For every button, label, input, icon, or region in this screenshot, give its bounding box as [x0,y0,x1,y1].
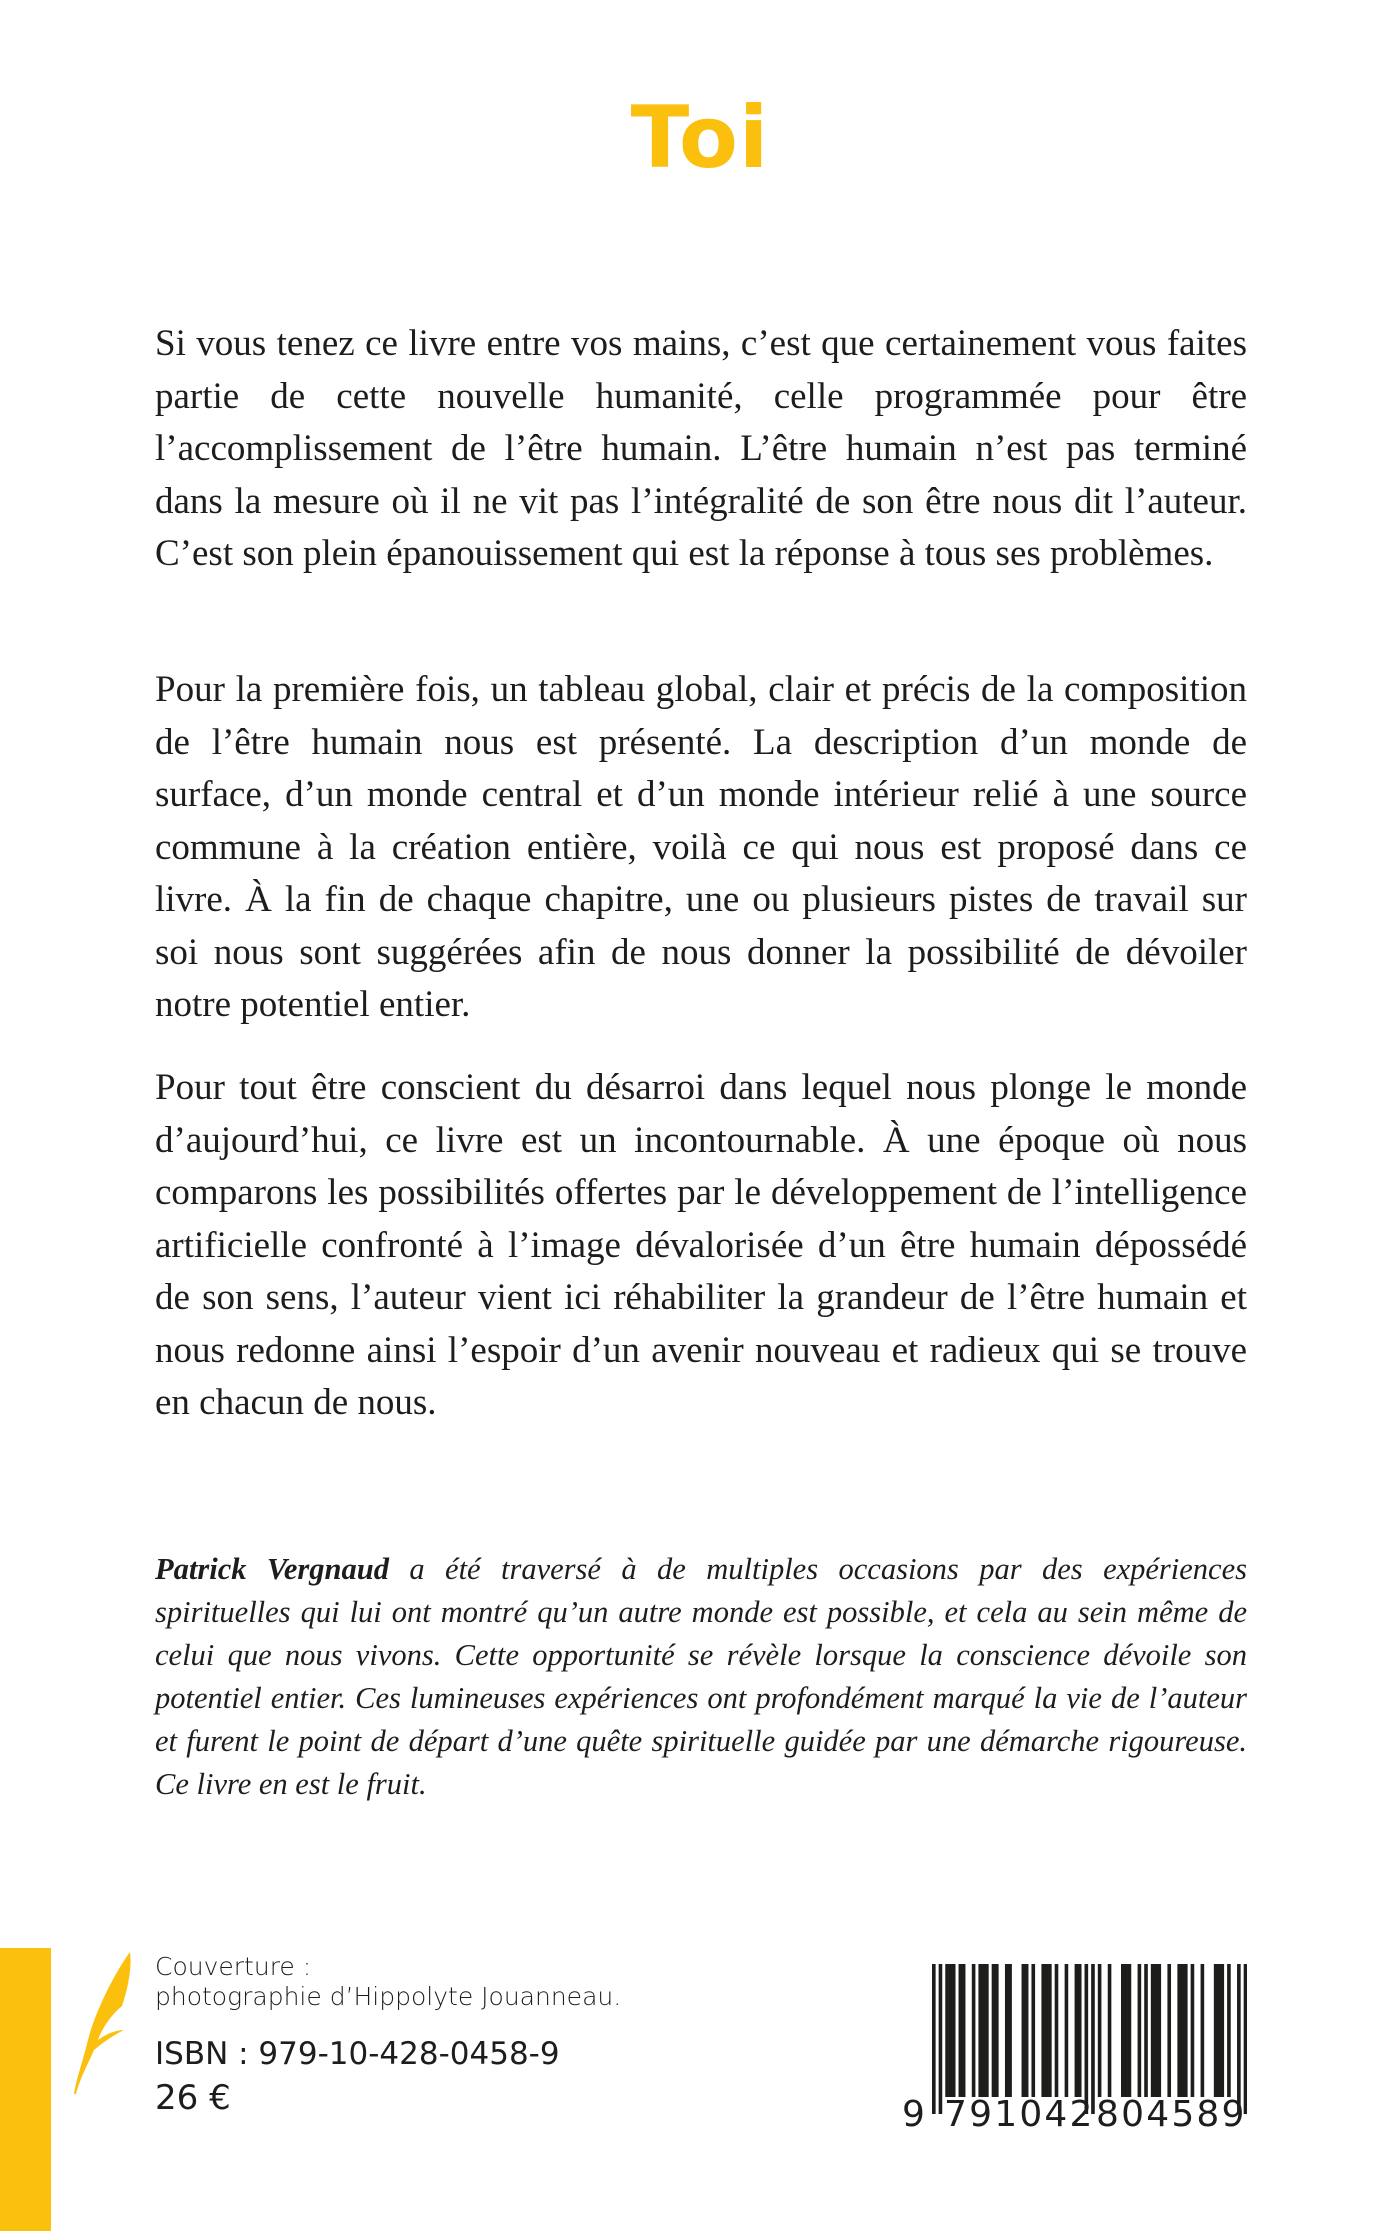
barcode-bar [978,1964,982,2097]
summary-paragraph-2 [155,664,1247,1032]
barcode-guard-bar [939,1964,943,2114]
barcode-bar [1078,1964,1082,2097]
barcode-left-digits: 791042 [944,2094,1095,2135]
price: 26 € [155,2078,231,2118]
barcode-bar [1177,1964,1181,2097]
barcode-bar [962,1964,966,2097]
barcode-bar [1220,1964,1224,2097]
barcode-bar [949,1964,953,2097]
barcode-bar [1008,1964,1012,2097]
book-title: Toi [630,88,770,188]
barcode-bar [1167,1964,1171,2097]
barcode-bar [1157,1964,1161,2097]
barcode-bar [945,1964,949,2097]
barcode-bar [1144,1964,1148,2097]
barcode-bar [1108,1964,1112,2097]
barcode-guard-bar [1237,1964,1241,2114]
barcode-bar [1128,1964,1132,2097]
barcode-bar [1005,1964,1009,2097]
barcode-guard-bar [1244,1964,1247,2114]
barcode-bar [1191,1964,1195,2097]
barcode-lead-digit: 9 [902,2094,925,2135]
barcode-bar [1045,1964,1049,2097]
bio-text: a été traversé à de multiples occasions par des expériences spirituelles qui lui ont montré qu’un autre monde est possible, et cela au sein même de celui que nous vivons. Cette opportunité se révèle lorsque la conscience dévoile son potentiel entier. Ces lumineuses expériences ont profondément marqué la vie de l’auteur et furent le point de départ d’une quête spirituelle guidée par une démarche rigoureuse. Ce livre en est le fruit. [155,1552,1248,1801]
barcode-bar [952,1964,956,2097]
summary-paragraph-1 [155,318,1247,581]
barcode-right-digits: 804589 [1096,2094,1247,2135]
author-name: Patrick Vergnaud [155,1552,389,1586]
barcode-bar [1055,1964,1059,2097]
barcode-bar [1138,1964,1142,2097]
barcode-bar [1041,1964,1045,2097]
paragraph-text: Pour tout être conscient du désarroi dans lequel nous plonge le monde d’aujourd’hui, ce livre est un incontournable. À une époque où nous comparons les possibilités offertes par le développement de l’intelligence artificielle confronté à l’image dévalorisée d’un être humain dépossédé de son sens, l’auteur vient ici réhabiliter la grandeur de l’être humain et nous redonne ainsi l’espoir d’un avenir nouveau et radieux qui se trouve en chacun de nous. [155,1067,1247,1423]
barcode-bar [959,1964,963,2097]
barcode-bar [1121,1964,1125,2097]
barcode-bar [1217,1964,1221,2097]
barcode-bar [1181,1964,1185,2097]
barcode-bar [1048,1964,1052,2097]
isbn: ISBN : 979-10-428-0458-9 [155,2036,560,2072]
paragraph-text: Si vous tenez ce livre entre vos mains, c’est que certainement vous faites partie de cette nouvelle humanité, celle programmée pour être l’accomplissement de l’être humain. L’être humain n’est pas terminé dans la mesure où il ne vit pas l’intégralité de son être nous dit l’auteur. C’est son plein épanouissement qui est la réponse à tous ses problèmes. [155,323,1247,574]
barcode-bar [1151,1964,1155,2097]
barcode-bar [1201,1964,1205,2097]
barcode-bar [1214,1964,1218,2097]
barcode-bar [992,1964,996,2097]
barcode-bar [1022,1964,1026,2097]
barcode-guard-bar [1085,1964,1089,2114]
cover-label: Couverture : [155,1952,312,1981]
accent-bar [0,1948,51,2231]
barcode-bar [1025,1964,1029,2097]
barcode-bar [1075,1964,1079,2097]
author-bio [155,1548,1247,1806]
barcode-bar [1065,1964,1069,2097]
paragraph-text: Pour la première fois, un tableau global, clair et précis de la composition de l’être humain nous est présenté. La description d’un monde de surface, d’un monde central et d’un monde intérieur relié à une source commune à la création entière, voilà ce qui nous est proposé dans ce livre. À la fin de chaque chapitre, une ou plusieurs pistes de travail sur soi nous sont suggérées afin de nous donner la possibilité de dévoiler notre potentiel entier. [155,669,1247,1025]
cover-credit: photographie d’Hippolyte Jouanneau. [155,1982,622,2011]
barcode-bar [1031,1964,1035,2097]
barcode-bar [972,1964,976,2097]
barcode-bar [995,1964,999,2097]
barcode-bar [1227,1964,1231,2097]
barcode-guard-bar [1091,1964,1095,2114]
barcode-guard-bar [932,1964,936,2114]
barcode-bar [982,1964,986,2097]
barcode-bar [985,1964,989,2097]
barcode-bar [1184,1964,1188,2097]
summary-paragraph-3 [155,1062,1247,1430]
feather-icon [66,1948,136,2096]
barcode-bar [1098,1964,1102,2097]
barcode-bar [1154,1964,1158,2097]
barcode-bar [1124,1964,1128,2097]
credits-block [155,1952,621,2120]
